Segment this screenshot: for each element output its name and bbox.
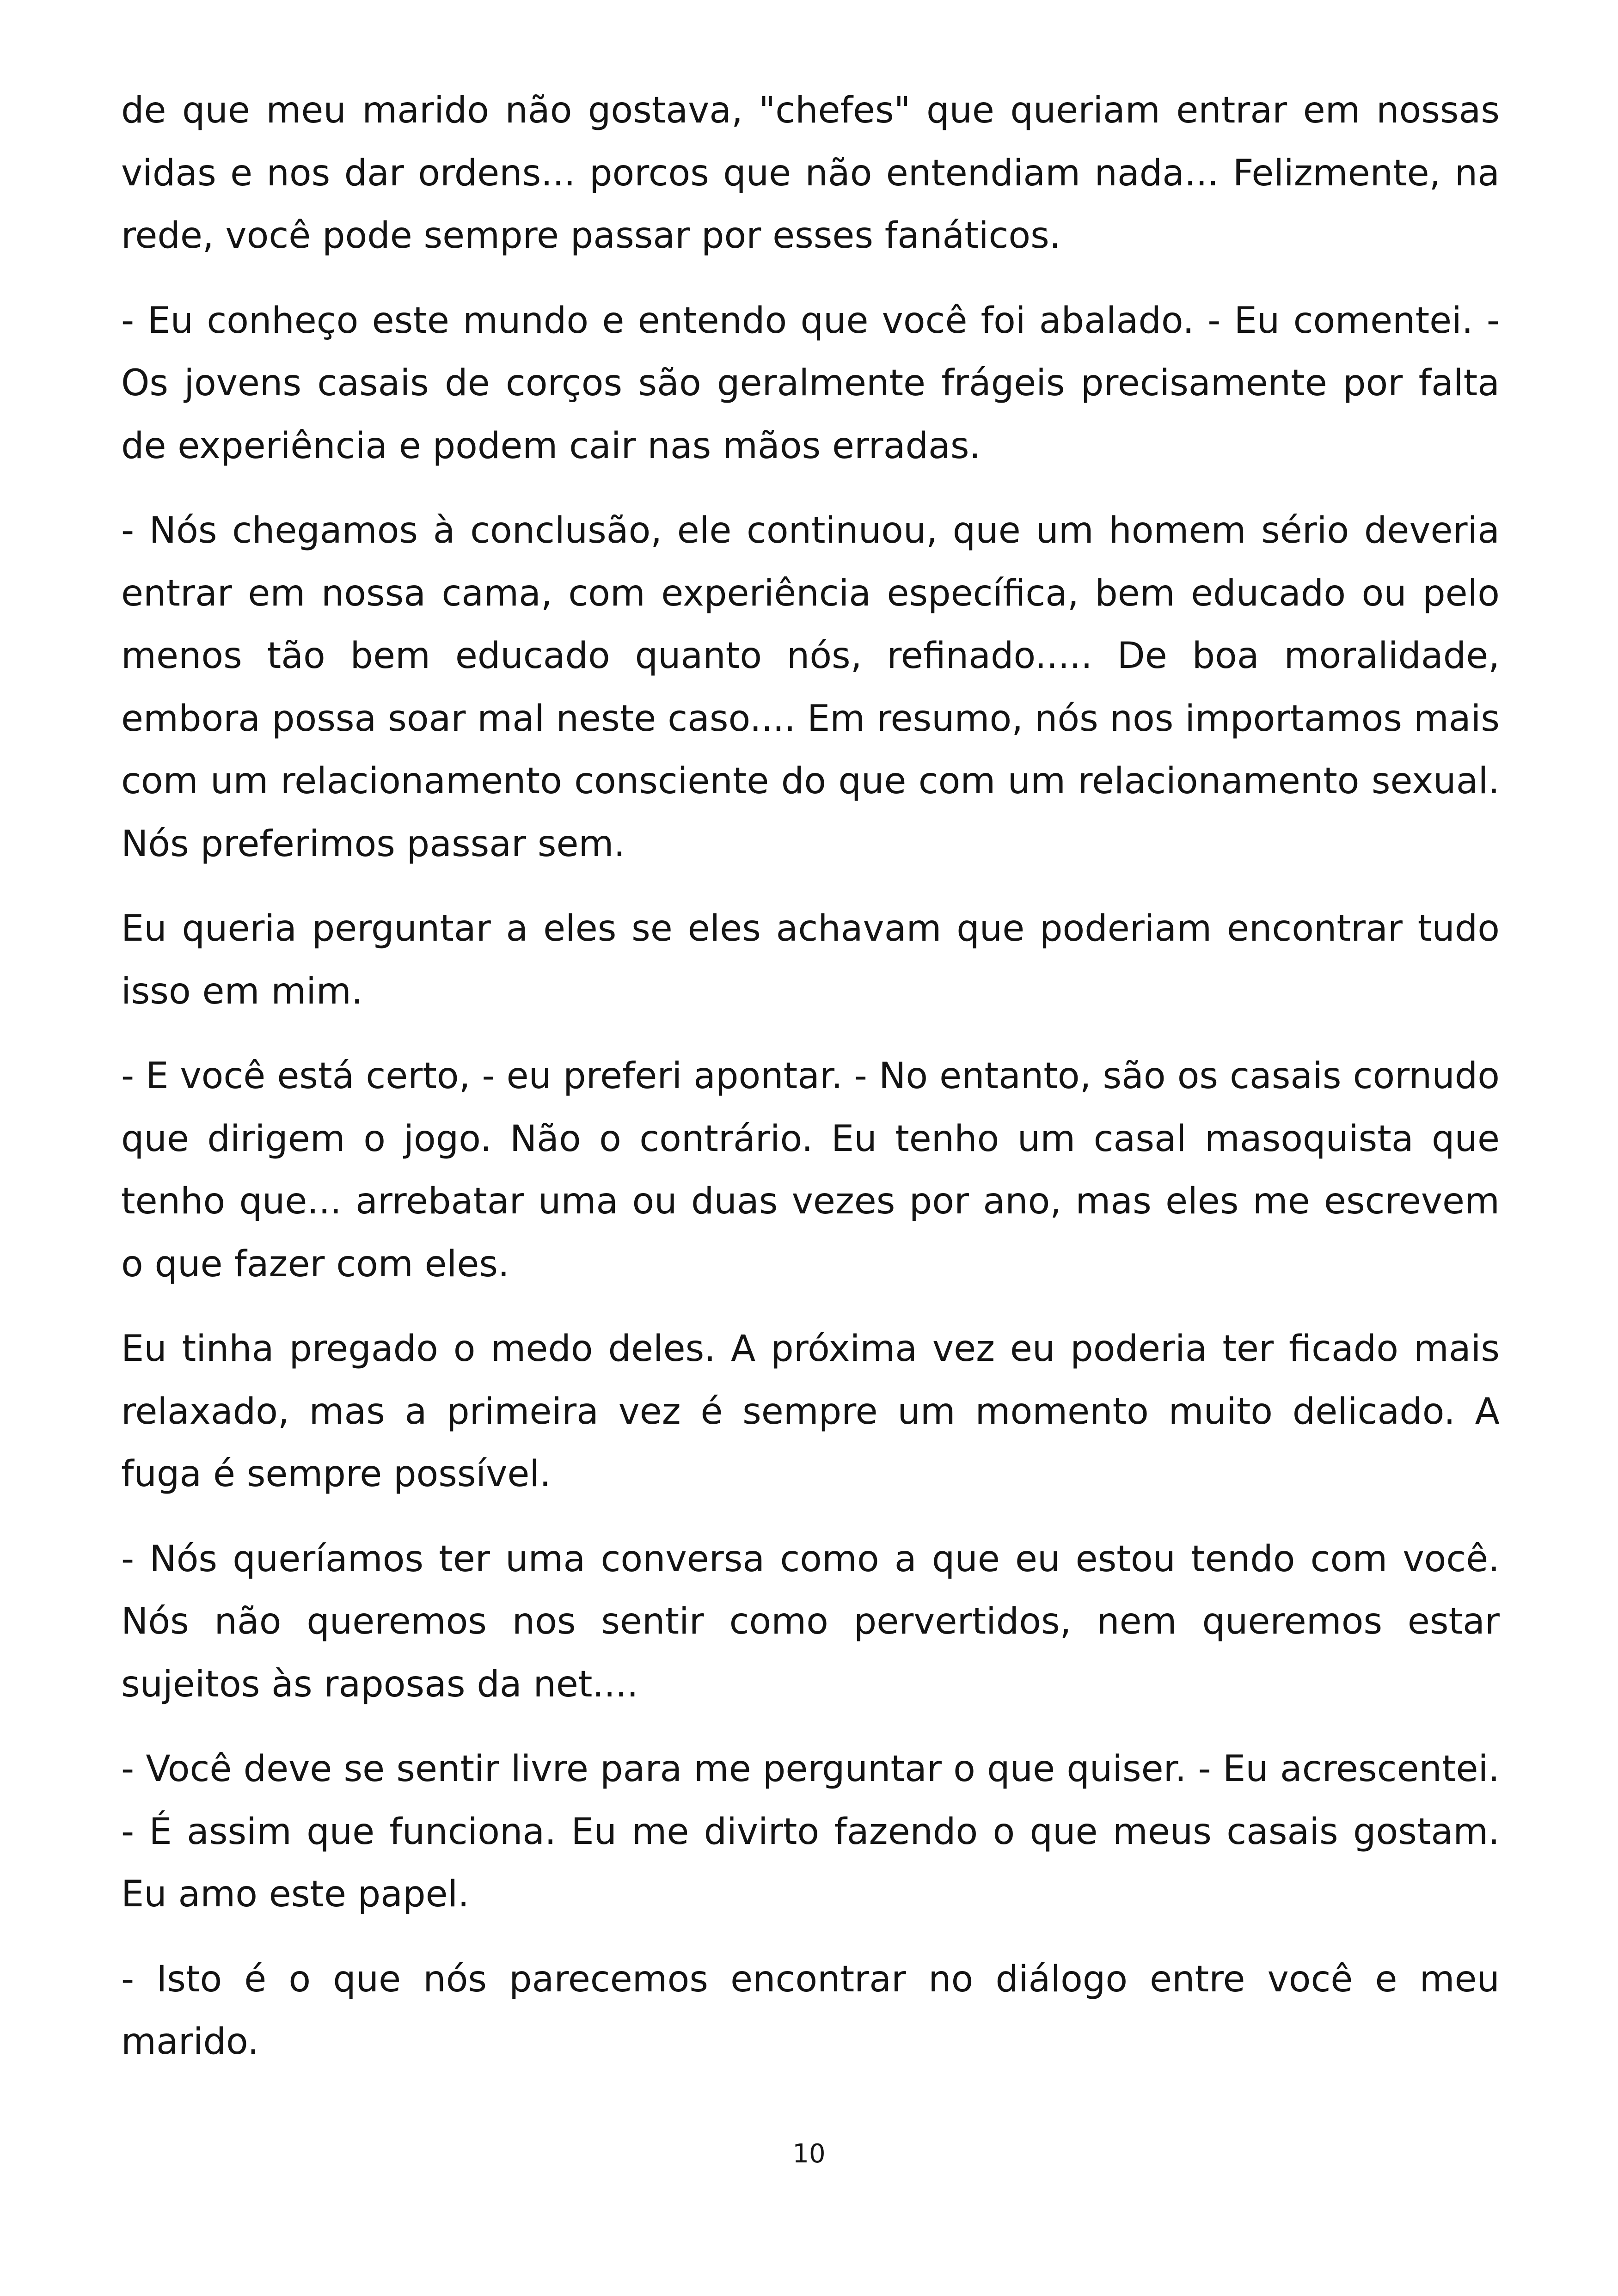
paragraph: - Nós queríamos ter uma conversa como a que eu estou tendo com você. Nós não queremos nos sentir como pervertidos, nem queremos estar sujeitos às raposas da net.... <box>121 1538 1500 1705</box>
paragraph: - Eu conheço este mundo e entendo que você foi abalado. - Eu comentei. - Os jovens casais de corços são geralmente frágeis precisamente por falta de experiência e podem cair nas mãos erradas. <box>121 300 1500 467</box>
paragraph: - Nós chegamos à conclusão, ele continuou, que um homem sério deveria entrar em nossa cama, com experiência específica, bem educado ou pelo menos tão bem educado quanto nós, refinado..... De boa moralidade, embora possa soar mal neste caso.... Em resumo, nós nos importamos mais com um relacionamento consciente do que com um relacionamento sexual. Nós preferimos passar sem. <box>121 510 1500 865</box>
paragraph: de que meu marido não gostava, "chefes" que queriam entrar em nossas vidas e nos dar ordens... porcos que não entendiam nada... Felizmente, na rede, você pode sempre passar por esses fanáticos. <box>121 90 1500 257</box>
paragraph: Eu queria perguntar a eles se eles achavam que poderiam encontrar tudo isso em mim. <box>121 908 1500 1012</box>
paragraph: - Você deve se sentir livre para me perguntar o que quiser. - Eu acrescentei. - É assim que funciona. Eu me divirto fazendo o que meus casais gostam. Eu amo este papel. <box>121 1748 1500 1915</box>
paragraph: Eu tinha pregado o medo deles. A próxima vez eu poderia ter ficado mais relaxado, mas a primeira vez é sempre um momento muito delicado. A fuga é sempre possível. <box>121 1328 1500 1495</box>
paragraph: - Isto é o que nós parecemos encontrar no diálogo entre você e meu marido. <box>121 1958 1500 2063</box>
body-text <box>121 80 1500 2096</box>
paragraph: - E você está certo, - eu preferi apontar. - No entanto, são os casais cornudo que dirigem o jogo. Não o contrário. Eu tenho um casal masoquista que tenho que... arrebatar uma ou duas vezes por ano, mas eles me escrevem o que fazer com eles. <box>121 1055 1500 1285</box>
page-number: 10 <box>792 2139 826 2169</box>
